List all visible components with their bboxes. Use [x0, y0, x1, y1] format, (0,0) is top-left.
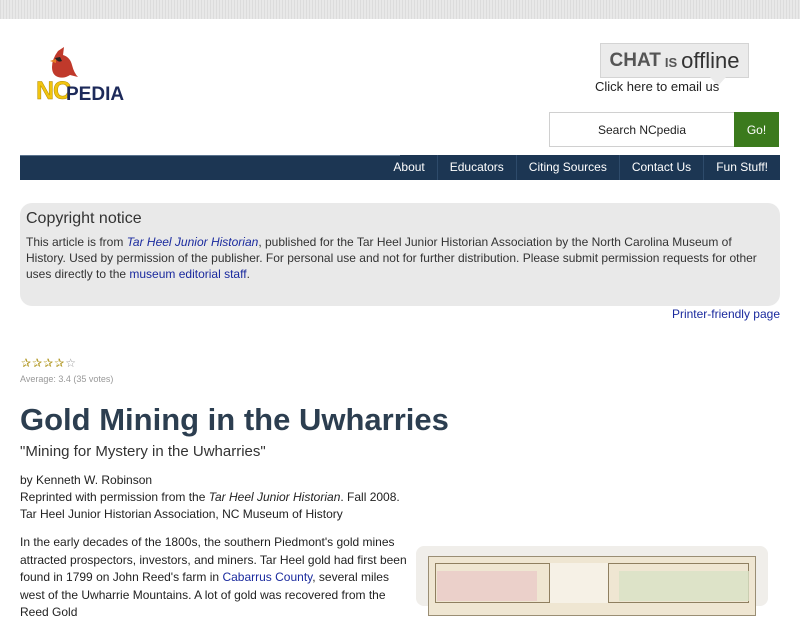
copyright-text-1: This article is from [26, 235, 127, 249]
email-us-link[interactable]: Click here to email us [595, 79, 720, 94]
copyright-notice [20, 203, 780, 306]
author: by Kenneth W. Robinson [20, 473, 153, 487]
star-icon[interactable]: ✰ [43, 356, 54, 370]
rating-average: Average: 3.4 (35 votes) [20, 374, 114, 384]
article-body [20, 534, 410, 622]
body-text-1: In the early decades of the 1800s, the southern Piedmont's gold mines attracted prospectors, investors, and miners. Tar Heel gold had first been found in 1799 on John Reed's farm in [20, 535, 407, 584]
star-empty-icon[interactable]: ☆ [65, 356, 77, 370]
nav-citing-sources[interactable]: Citing Sources [516, 155, 619, 180]
map-image-frame [416, 546, 768, 606]
reprint-source: Tar Heel Junior Historian [208, 490, 341, 504]
nav-fun-stuff[interactable]: Fun Stuff! [703, 155, 780, 180]
cabarrus-county-link[interactable]: Cabarrus County [222, 570, 313, 584]
star-icon[interactable]: ✰ [21, 356, 32, 370]
reprint-text-2: . Fall 2008. [340, 490, 400, 504]
main-nav [20, 155, 780, 180]
page-title: Gold Mining in the Uwharries [20, 402, 449, 437]
reprint-note [20, 489, 400, 506]
chat-is-label: IS [664, 54, 678, 70]
chat-status-badge[interactable] [600, 43, 749, 78]
search-input[interactable] [549, 112, 734, 147]
copyright-text-3: . [246, 267, 250, 281]
page-subtitle: "Mining for Mystery in the Uwharries" [20, 443, 266, 460]
top-strip [0, 0, 800, 19]
star-icon[interactable]: ✰ [54, 356, 65, 370]
search-go-button[interactable]: Go! [734, 112, 779, 147]
printer-friendly-link[interactable]: Printer-friendly page [671, 307, 780, 321]
rating-stars[interactable] [21, 357, 76, 369]
publisher: Tar Heel Junior Historian Association, NC Museum of History [20, 507, 343, 521]
ncpedia-logo[interactable] [34, 47, 149, 105]
byline [20, 472, 400, 523]
body-text-2: , several miles west of the Uwharrie Mountains. A lot of gold was recovered from the Reed Gold [20, 570, 389, 619]
nav-contact-us[interactable]: Contact Us [619, 155, 703, 180]
chat-label: CHAT [609, 49, 661, 71]
reprint-text-1: Reprinted with permission from the [20, 490, 209, 504]
logo-nc-text: NC [36, 77, 71, 105]
copyright-heading: Copyright notice [26, 210, 142, 227]
editorial-staff-link[interactable]: museum editorial staff [129, 267, 247, 281]
copyright-text-2: , published for the Tar Heel Junior Historian Association by the North Carolina Museum of History. Used by permission of the publisher. For personal use and not for further distribution. Please submit permission requests for other uses directly to the [26, 235, 757, 281]
star-icon[interactable]: ✰ [32, 356, 43, 370]
historic-map-image[interactable] [428, 556, 756, 616]
chat-status-text: offline [681, 47, 740, 73]
logo-pedia-text: PEDIA [66, 84, 125, 105]
nav-about[interactable]: About [393, 160, 425, 174]
nav-educators[interactable]: Educators [437, 155, 516, 180]
source-link[interactable]: Tar Heel Junior Historian [126, 235, 259, 249]
copyright-text [26, 234, 774, 282]
